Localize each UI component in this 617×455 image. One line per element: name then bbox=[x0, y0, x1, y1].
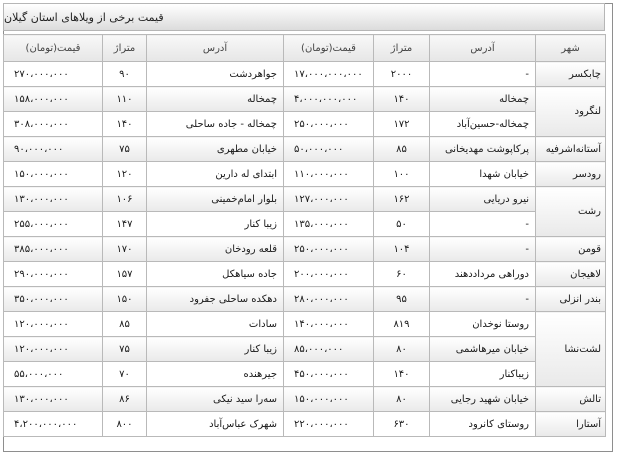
price-cell: ۳۰۸،۰۰۰،۰۰۰ bbox=[4, 112, 103, 137]
area-cell: ۷۰ bbox=[103, 362, 147, 387]
city-cell: بندر انزلی bbox=[536, 287, 606, 312]
table-row bbox=[4, 162, 606, 187]
table-row bbox=[4, 262, 606, 287]
city-cell: تالش bbox=[536, 387, 606, 412]
header-area-b: متراژ bbox=[103, 35, 147, 62]
table-row bbox=[4, 137, 606, 162]
address-cell: بلوار امام‌خمینی bbox=[147, 187, 284, 212]
price-cell: ۲۹۰،۰۰۰،۰۰۰ bbox=[4, 262, 103, 287]
table-row bbox=[4, 237, 606, 262]
address-cell: دوراهی مرداددهند bbox=[430, 262, 536, 287]
price-cell: ۵۰،۰۰۰،۰۰۰ bbox=[284, 137, 374, 162]
price-cell: ۵۵،۰۰۰،۰۰۰ bbox=[4, 362, 103, 387]
area-cell: ۸۰ bbox=[374, 337, 430, 362]
area-cell: ۸۰۰ bbox=[103, 412, 147, 437]
area-cell: ۱۵۰ bbox=[103, 287, 147, 312]
address-cell: قلعه رودخان bbox=[147, 237, 284, 262]
price-cell: ۲۸۰،۰۰۰،۰۰۰ bbox=[284, 287, 374, 312]
city-cell: رشت bbox=[536, 187, 606, 237]
table-row bbox=[4, 412, 606, 437]
table-row bbox=[4, 287, 606, 312]
address-cell: خیابان مطهری bbox=[147, 137, 284, 162]
city-cell: لاهیجان bbox=[536, 262, 606, 287]
address-cell: زیبا کنار bbox=[147, 337, 284, 362]
city-cell: چابکسر bbox=[536, 62, 606, 87]
address-cell: جیرهنده bbox=[147, 362, 284, 387]
area-cell: ۹۰ bbox=[103, 62, 147, 87]
address-cell: پرکاپوشت مهدیخانی bbox=[430, 137, 536, 162]
address-cell: خیابان میرهاشمی bbox=[430, 337, 536, 362]
city-cell: آستانه‌اشرفیه bbox=[536, 137, 606, 162]
price-cell: ۳۸۵،۰۰۰،۰۰۰ bbox=[4, 237, 103, 262]
area-cell: ۱۴۷ bbox=[103, 212, 147, 237]
area-cell: ۱۴۰ bbox=[374, 362, 430, 387]
price-cell: ۲۵۰،۰۰۰،۰۰۰ bbox=[284, 112, 374, 137]
villa-price-table bbox=[3, 34, 606, 437]
table-row bbox=[4, 312, 606, 337]
address-cell: دهکده ساحلی جفرود bbox=[147, 287, 284, 312]
area-cell: ۸۰ bbox=[374, 387, 430, 412]
table-row bbox=[4, 62, 606, 87]
address-cell: روستا نوخدان bbox=[430, 312, 536, 337]
price-cell: ۱۵۸،۰۰۰،۰۰۰ bbox=[4, 87, 103, 112]
address-cell: چمخاله bbox=[147, 87, 284, 112]
area-cell: ۱۰۶ bbox=[103, 187, 147, 212]
price-cell: ۲۵۵،۰۰۰،۰۰۰ bbox=[4, 212, 103, 237]
price-cell: ۴،۲۰۰،۰۰۰،۰۰۰ bbox=[4, 412, 103, 437]
price-cell: ۲۵۰،۰۰۰،۰۰۰ bbox=[284, 237, 374, 262]
price-cell: ۱۷،۰۰۰،۰۰۰،۰۰۰ bbox=[284, 62, 374, 87]
city-cell: قومن bbox=[536, 237, 606, 262]
area-cell: ۱۷۰ bbox=[103, 237, 147, 262]
price-cell: ۱۲۷،۰۰۰،۰۰۰ bbox=[284, 187, 374, 212]
header-city: شهر bbox=[536, 35, 606, 62]
address-cell: چمخاله - جاده ساحلی bbox=[147, 112, 284, 137]
area-cell: ۶۳۰ bbox=[374, 412, 430, 437]
price-cell: ۱۲۰،۰۰۰،۰۰۰ bbox=[4, 337, 103, 362]
area-cell: ۱۶۲ bbox=[374, 187, 430, 212]
header-area-a: متراژ bbox=[374, 35, 430, 62]
area-cell: ۲۰۰۰ bbox=[374, 62, 430, 87]
address-cell: جواهردشت bbox=[147, 62, 284, 87]
area-cell: ۱۰۰ bbox=[374, 162, 430, 187]
address-cell: چمخاله bbox=[430, 87, 536, 112]
price-cell: ۲۲۰،۰۰۰،۰۰۰ bbox=[284, 412, 374, 437]
address-cell: زیباکنار bbox=[430, 362, 536, 387]
city-cell: آستارا bbox=[536, 412, 606, 437]
table-row bbox=[4, 112, 606, 137]
area-cell: ۱۴۰ bbox=[374, 87, 430, 112]
price-cell: ۲۰۰،۰۰۰،۰۰۰ bbox=[284, 262, 374, 287]
price-cell: ۱۳۰،۰۰۰،۰۰۰ bbox=[4, 187, 103, 212]
address-cell: روستای کانرود bbox=[430, 412, 536, 437]
table-row bbox=[4, 212, 606, 237]
address-cell: ابتدای له دارین bbox=[147, 162, 284, 187]
price-cell: ۳۵۰،۰۰۰،۰۰۰ bbox=[4, 287, 103, 312]
address-cell: سادات bbox=[147, 312, 284, 337]
address-cell: خیابان شهید رجایی bbox=[430, 387, 536, 412]
price-cell: ۱۳۰،۰۰۰،۰۰۰ bbox=[4, 387, 103, 412]
table-row bbox=[4, 187, 606, 212]
header-price-b: قیمت(تومان) bbox=[4, 35, 103, 62]
header-address-a: آدرس bbox=[430, 35, 536, 62]
price-cell: ۱۵۰،۰۰۰،۰۰۰ bbox=[284, 387, 374, 412]
price-cell: ۴۵۰،۰۰۰،۰۰۰ bbox=[284, 362, 374, 387]
address-cell: - bbox=[430, 287, 536, 312]
price-cell: ۹۰،۰۰۰،۰۰۰ bbox=[4, 137, 103, 162]
address-cell: - bbox=[430, 212, 536, 237]
area-cell: ۸۵ bbox=[374, 137, 430, 162]
city-cell: رودسر bbox=[536, 162, 606, 187]
area-cell: ۸۱۹ bbox=[374, 312, 430, 337]
area-cell: ۱۷۲ bbox=[374, 112, 430, 137]
area-cell: ۹۵ bbox=[374, 287, 430, 312]
area-cell: ۱۴۰ bbox=[103, 112, 147, 137]
address-cell: چمخاله-حسین‌آباد bbox=[430, 112, 536, 137]
address-cell: جاده سیاهکل bbox=[147, 262, 284, 287]
area-cell: ۱۲۰ bbox=[103, 162, 147, 187]
header-price-a: قیمت(تومان) bbox=[284, 35, 374, 62]
price-cell: ۱۱۰،۰۰۰،۰۰۰ bbox=[284, 162, 374, 187]
city-cell: لنگرود bbox=[536, 87, 606, 137]
page-title: قیمت برخی از ویلاهای استان گیلان bbox=[3, 3, 605, 31]
address-cell: - bbox=[430, 237, 536, 262]
area-cell: ۷۵ bbox=[103, 137, 147, 162]
table-row bbox=[4, 362, 606, 387]
table-row bbox=[4, 87, 606, 112]
area-cell: ۱۰۴ bbox=[374, 237, 430, 262]
price-cell: ۸۵،۰۰۰،۰۰۰ bbox=[284, 337, 374, 362]
price-cell: ۱۴۰،۰۰۰،۰۰۰ bbox=[284, 312, 374, 337]
area-cell: ۶۰ bbox=[374, 262, 430, 287]
price-cell: ۱۵۰،۰۰۰،۰۰۰ bbox=[4, 162, 103, 187]
header-row bbox=[4, 35, 606, 62]
area-cell: ۵۰ bbox=[374, 212, 430, 237]
table-row bbox=[4, 387, 606, 412]
address-cell: - bbox=[430, 62, 536, 87]
table-body bbox=[4, 62, 606, 437]
price-cell: ۲۷۰،۰۰۰،۰۰۰ bbox=[4, 62, 103, 87]
area-cell: ۷۵ bbox=[103, 337, 147, 362]
header-address-b: آدرس bbox=[147, 35, 284, 62]
table-row bbox=[4, 337, 606, 362]
price-cell: ۴،۰۰۰،۰۰۰،۰۰۰ bbox=[284, 87, 374, 112]
address-cell: نیرو دریایی bbox=[430, 187, 536, 212]
price-cell: ۱۳۵،۰۰۰،۰۰۰ bbox=[284, 212, 374, 237]
address-cell: سه‌را سید نیکی bbox=[147, 387, 284, 412]
price-cell: ۱۲۰،۰۰۰،۰۰۰ bbox=[4, 312, 103, 337]
city-cell: لشت‌نشا bbox=[536, 312, 606, 387]
area-cell: ۸۶ bbox=[103, 387, 147, 412]
address-cell: زیبا کنار bbox=[147, 212, 284, 237]
area-cell: ۱۱۰ bbox=[103, 87, 147, 112]
area-cell: ۱۵۷ bbox=[103, 262, 147, 287]
address-cell: خیابان شهدا bbox=[430, 162, 536, 187]
address-cell: شهرک عباس‌آباد bbox=[147, 412, 284, 437]
area-cell: ۸۵ bbox=[103, 312, 147, 337]
